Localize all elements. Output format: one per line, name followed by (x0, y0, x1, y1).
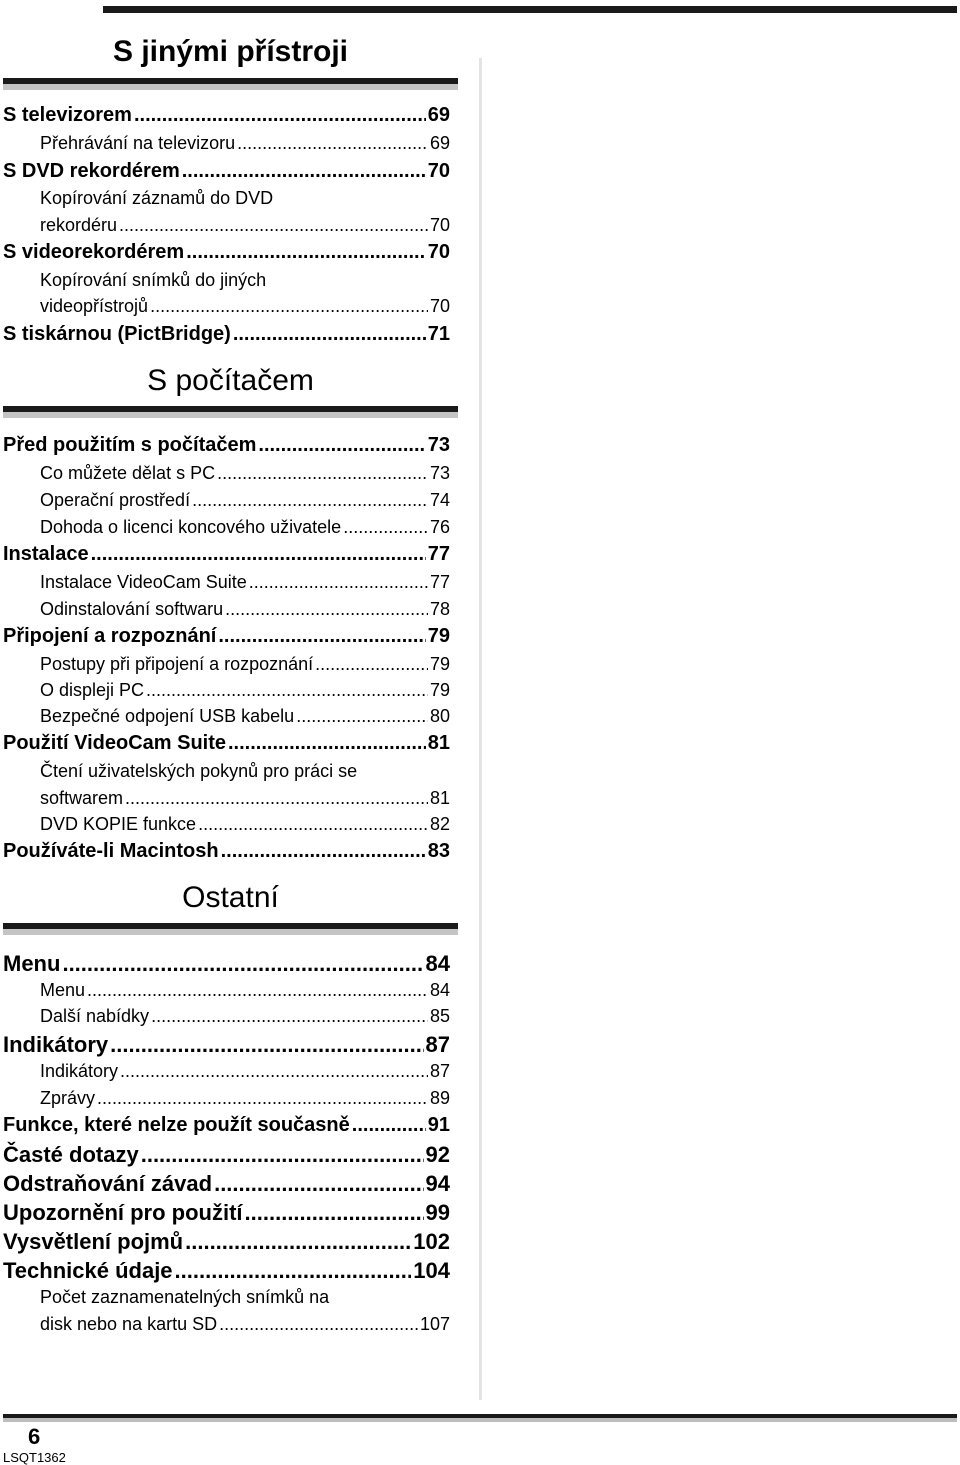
toc-entry[interactable] (3, 1142, 450, 1168)
toc-entry-page: 79 (429, 680, 450, 700)
toc-entry[interactable] (3, 543, 450, 566)
toc-entry-label: Připojení a rozpoznání (3, 625, 217, 647)
dot-leader (237, 133, 428, 154)
toc-entry-page: 85 (429, 1006, 450, 1026)
toc-entry-page: 87 (425, 1032, 450, 1057)
toc-entry-page: 71 (427, 323, 450, 345)
dot-leader (91, 543, 426, 566)
toc-subentry[interactable] (40, 1088, 450, 1109)
toc-subentry[interactable] (40, 1061, 450, 1082)
dot-leader (175, 1258, 412, 1284)
dot-leader (97, 1088, 428, 1109)
toc-entry-page: 73 (429, 463, 450, 483)
toc-entry-page: 99 (425, 1200, 450, 1225)
toc-entry[interactable] (3, 1114, 450, 1137)
toc-entry-page: 91 (427, 1114, 450, 1136)
toc-entry-page: 82 (429, 814, 450, 834)
toc-entry-label: Další nabídky (40, 1006, 150, 1026)
toc-entry[interactable] (3, 625, 450, 648)
toc-entry-page: 84 (425, 951, 450, 976)
toc-entry[interactable] (3, 732, 450, 755)
dot-leader (185, 1229, 411, 1255)
dot-leader (218, 625, 425, 648)
toc-entry-page: 87 (429, 1061, 450, 1081)
toc-entry[interactable] (3, 1171, 450, 1197)
section-bar (3, 923, 458, 935)
dot-leader (186, 241, 426, 264)
dot-leader (119, 215, 428, 236)
column-divider (479, 58, 482, 1400)
toc-subentry-line[interactable]: Kopírování záznamů do DVD (40, 188, 274, 208)
toc-entry-label: Vysvětlení pojmů (3, 1229, 184, 1254)
dot-leader (62, 951, 423, 977)
toc-entry-page: 81 (429, 788, 450, 808)
toc-entry-page: 69 (429, 133, 450, 153)
dot-leader (233, 323, 426, 346)
toc-entry-page: 70 (427, 160, 450, 182)
toc-entry-label: Bezpečné odpojení USB kabelu (40, 706, 295, 726)
toc-entry[interactable] (3, 104, 450, 127)
toc-entry-label: Používáte-li Macintosh (3, 840, 219, 862)
toc-entry[interactable] (3, 434, 450, 457)
toc-entry-page: 77 (427, 543, 450, 565)
toc-entry-label: Funkce, které nelze použít současně (3, 1114, 350, 1136)
toc-entry-page: 69 (427, 104, 450, 126)
toc-entry-label: Operační prostředí (40, 490, 191, 510)
toc-entry-label: Dohoda o licenci koncového uživatele (40, 517, 342, 537)
toc-entry-page: 70 (429, 296, 450, 316)
toc-entry-label: Odinstalování softwaru (40, 599, 224, 619)
toc-entry-label: videopřístrojů (40, 296, 149, 316)
dot-leader (258, 434, 425, 457)
dot-leader (228, 732, 426, 755)
toc-entry-page: 89 (429, 1088, 450, 1108)
dot-leader (141, 1142, 424, 1168)
toc-entry-label: rekordéru (40, 215, 118, 235)
toc-subentry[interactable] (40, 215, 450, 236)
dot-leader (110, 1032, 423, 1058)
toc-subentry[interactable] (40, 517, 450, 538)
toc-entry-page: 83 (427, 840, 450, 862)
toc-entry-label: O displeji PC (40, 680, 145, 700)
dot-leader (217, 463, 428, 484)
toc-entry-page: 77 (429, 572, 450, 592)
dot-leader (296, 706, 428, 727)
toc-subentry[interactable] (40, 296, 450, 317)
dot-leader (146, 680, 428, 701)
toc-entry-label: DVD KOPIE funkce (40, 814, 197, 834)
toc-subentry[interactable] (40, 814, 450, 835)
dot-leader (150, 296, 428, 317)
toc-entry-label: Menu (3, 951, 61, 976)
dot-leader (134, 104, 426, 127)
toc-entry-page: 79 (427, 625, 450, 647)
toc-entry-page: 102 (413, 1229, 450, 1254)
toc-entry-page: 70 (427, 241, 450, 263)
toc-subentry[interactable] (40, 463, 450, 484)
toc-subentry[interactable] (40, 706, 450, 727)
toc-subentry[interactable] (40, 490, 450, 511)
toc-subentry[interactable] (40, 572, 450, 593)
toc-entry[interactable] (3, 1032, 450, 1058)
toc-entry-label: Menu (40, 980, 86, 1000)
section-title-others: Ostatní (182, 881, 279, 914)
toc-entry-label: S DVD rekordérem (3, 160, 180, 182)
toc-subentry-line[interactable]: Kopírování snímků do jiných (40, 270, 267, 290)
dot-leader (151, 1006, 428, 1027)
dot-leader (315, 654, 428, 675)
toc-entry-label: S tiskárnou (PictBridge) (3, 323, 231, 345)
toc-entry-label: S televizorem (3, 104, 132, 126)
page-number: 6 (28, 1424, 41, 1449)
toc-entry-page: 104 (413, 1258, 450, 1283)
toc-entry-page: 79 (429, 654, 450, 674)
toc-entry-page: 80 (429, 706, 450, 726)
document-code: LSQT1362 (3, 1450, 66, 1465)
bottom-rule-shade (3, 1418, 957, 1422)
dot-leader (120, 1061, 428, 1082)
dot-leader (249, 572, 428, 593)
toc-subentry[interactable] (40, 654, 450, 675)
dot-leader (219, 1314, 418, 1335)
toc-subentry[interactable] (40, 980, 450, 1001)
top-rule (103, 6, 957, 13)
toc-entry-page: 107 (419, 1314, 450, 1334)
toc-subentry[interactable] (40, 680, 450, 701)
section-title-computer: S počítačem (147, 364, 314, 397)
section-title-other-devices: S jinými přístroji (112, 35, 349, 68)
toc-entry-label: Postupy při připojení a rozpoznání (40, 654, 314, 674)
toc-entry[interactable] (3, 951, 450, 977)
toc-subentry[interactable] (40, 1314, 450, 1335)
toc-entry-page: 94 (425, 1171, 450, 1196)
toc-entry[interactable] (3, 160, 450, 183)
toc-entry-page: 70 (429, 215, 450, 235)
toc-entry[interactable] (3, 1229, 450, 1255)
dot-leader (221, 840, 426, 863)
section-bar (3, 406, 458, 418)
toc-subentry[interactable] (40, 599, 450, 620)
toc-entry[interactable] (3, 1258, 450, 1284)
dot-leader (352, 1114, 426, 1137)
toc-entry-label: Před použitím s počítačem (3, 434, 257, 456)
toc-subentry-line[interactable]: Čtení uživatelských pokynů pro práci se (40, 761, 358, 781)
dot-leader (87, 980, 428, 1001)
dot-leader (192, 490, 428, 511)
toc-entry-label: disk nebo na kartu SD (40, 1314, 218, 1334)
toc-subentry[interactable] (40, 788, 450, 809)
toc-entry-label: Upozornění pro použití (3, 1200, 243, 1225)
toc-entry-label: Instalace VideoCam Suite (40, 572, 247, 592)
toc-entry-label: Instalace (3, 543, 89, 565)
toc-entry-page: 76 (429, 517, 450, 537)
dot-leader (182, 160, 426, 183)
toc-entry-label: Technické údaje (3, 1258, 173, 1283)
toc-entry-label: Časté dotazy (3, 1142, 139, 1167)
toc-subentry-line[interactable]: Počet zaznamenatelných snímků na (40, 1287, 330, 1307)
toc-entry-label: Přehrávání na televizoru (40, 133, 236, 153)
toc-entry-page: 84 (429, 980, 450, 1000)
dot-leader (198, 814, 428, 835)
toc-entry-label: Indikátory (40, 1061, 119, 1081)
toc-entry-label: Co můžete dělat s PC (40, 463, 216, 483)
dot-leader (214, 1171, 423, 1197)
toc-entry[interactable] (3, 241, 450, 264)
toc-entry-label: Odstraňování závad (3, 1171, 213, 1196)
toc-entry-page: 74 (429, 490, 450, 510)
toc-entry[interactable] (3, 1200, 450, 1226)
toc-entry[interactable] (3, 840, 450, 863)
toc-entry-label: Použití VideoCam Suite (3, 732, 226, 754)
toc-entry-label: softwarem (40, 788, 124, 808)
toc-entry-label: Zprávy (40, 1088, 96, 1108)
dot-leader (225, 599, 428, 620)
toc-entry-page: 78 (429, 599, 450, 619)
toc-entry-label: S videorekordérem (3, 241, 185, 263)
toc-entry-page: 81 (427, 732, 450, 754)
dot-leader (343, 517, 428, 538)
toc-entry-label: Indikátory (3, 1032, 109, 1057)
dot-leader (245, 1200, 424, 1226)
section-bar (3, 78, 458, 90)
toc-subentry[interactable] (40, 133, 450, 154)
toc-entry-page: 92 (425, 1142, 450, 1167)
toc-entry-page: 73 (427, 434, 450, 456)
dot-leader (125, 788, 428, 809)
toc-entry[interactable] (3, 323, 450, 346)
toc-subentry[interactable] (40, 1006, 450, 1027)
